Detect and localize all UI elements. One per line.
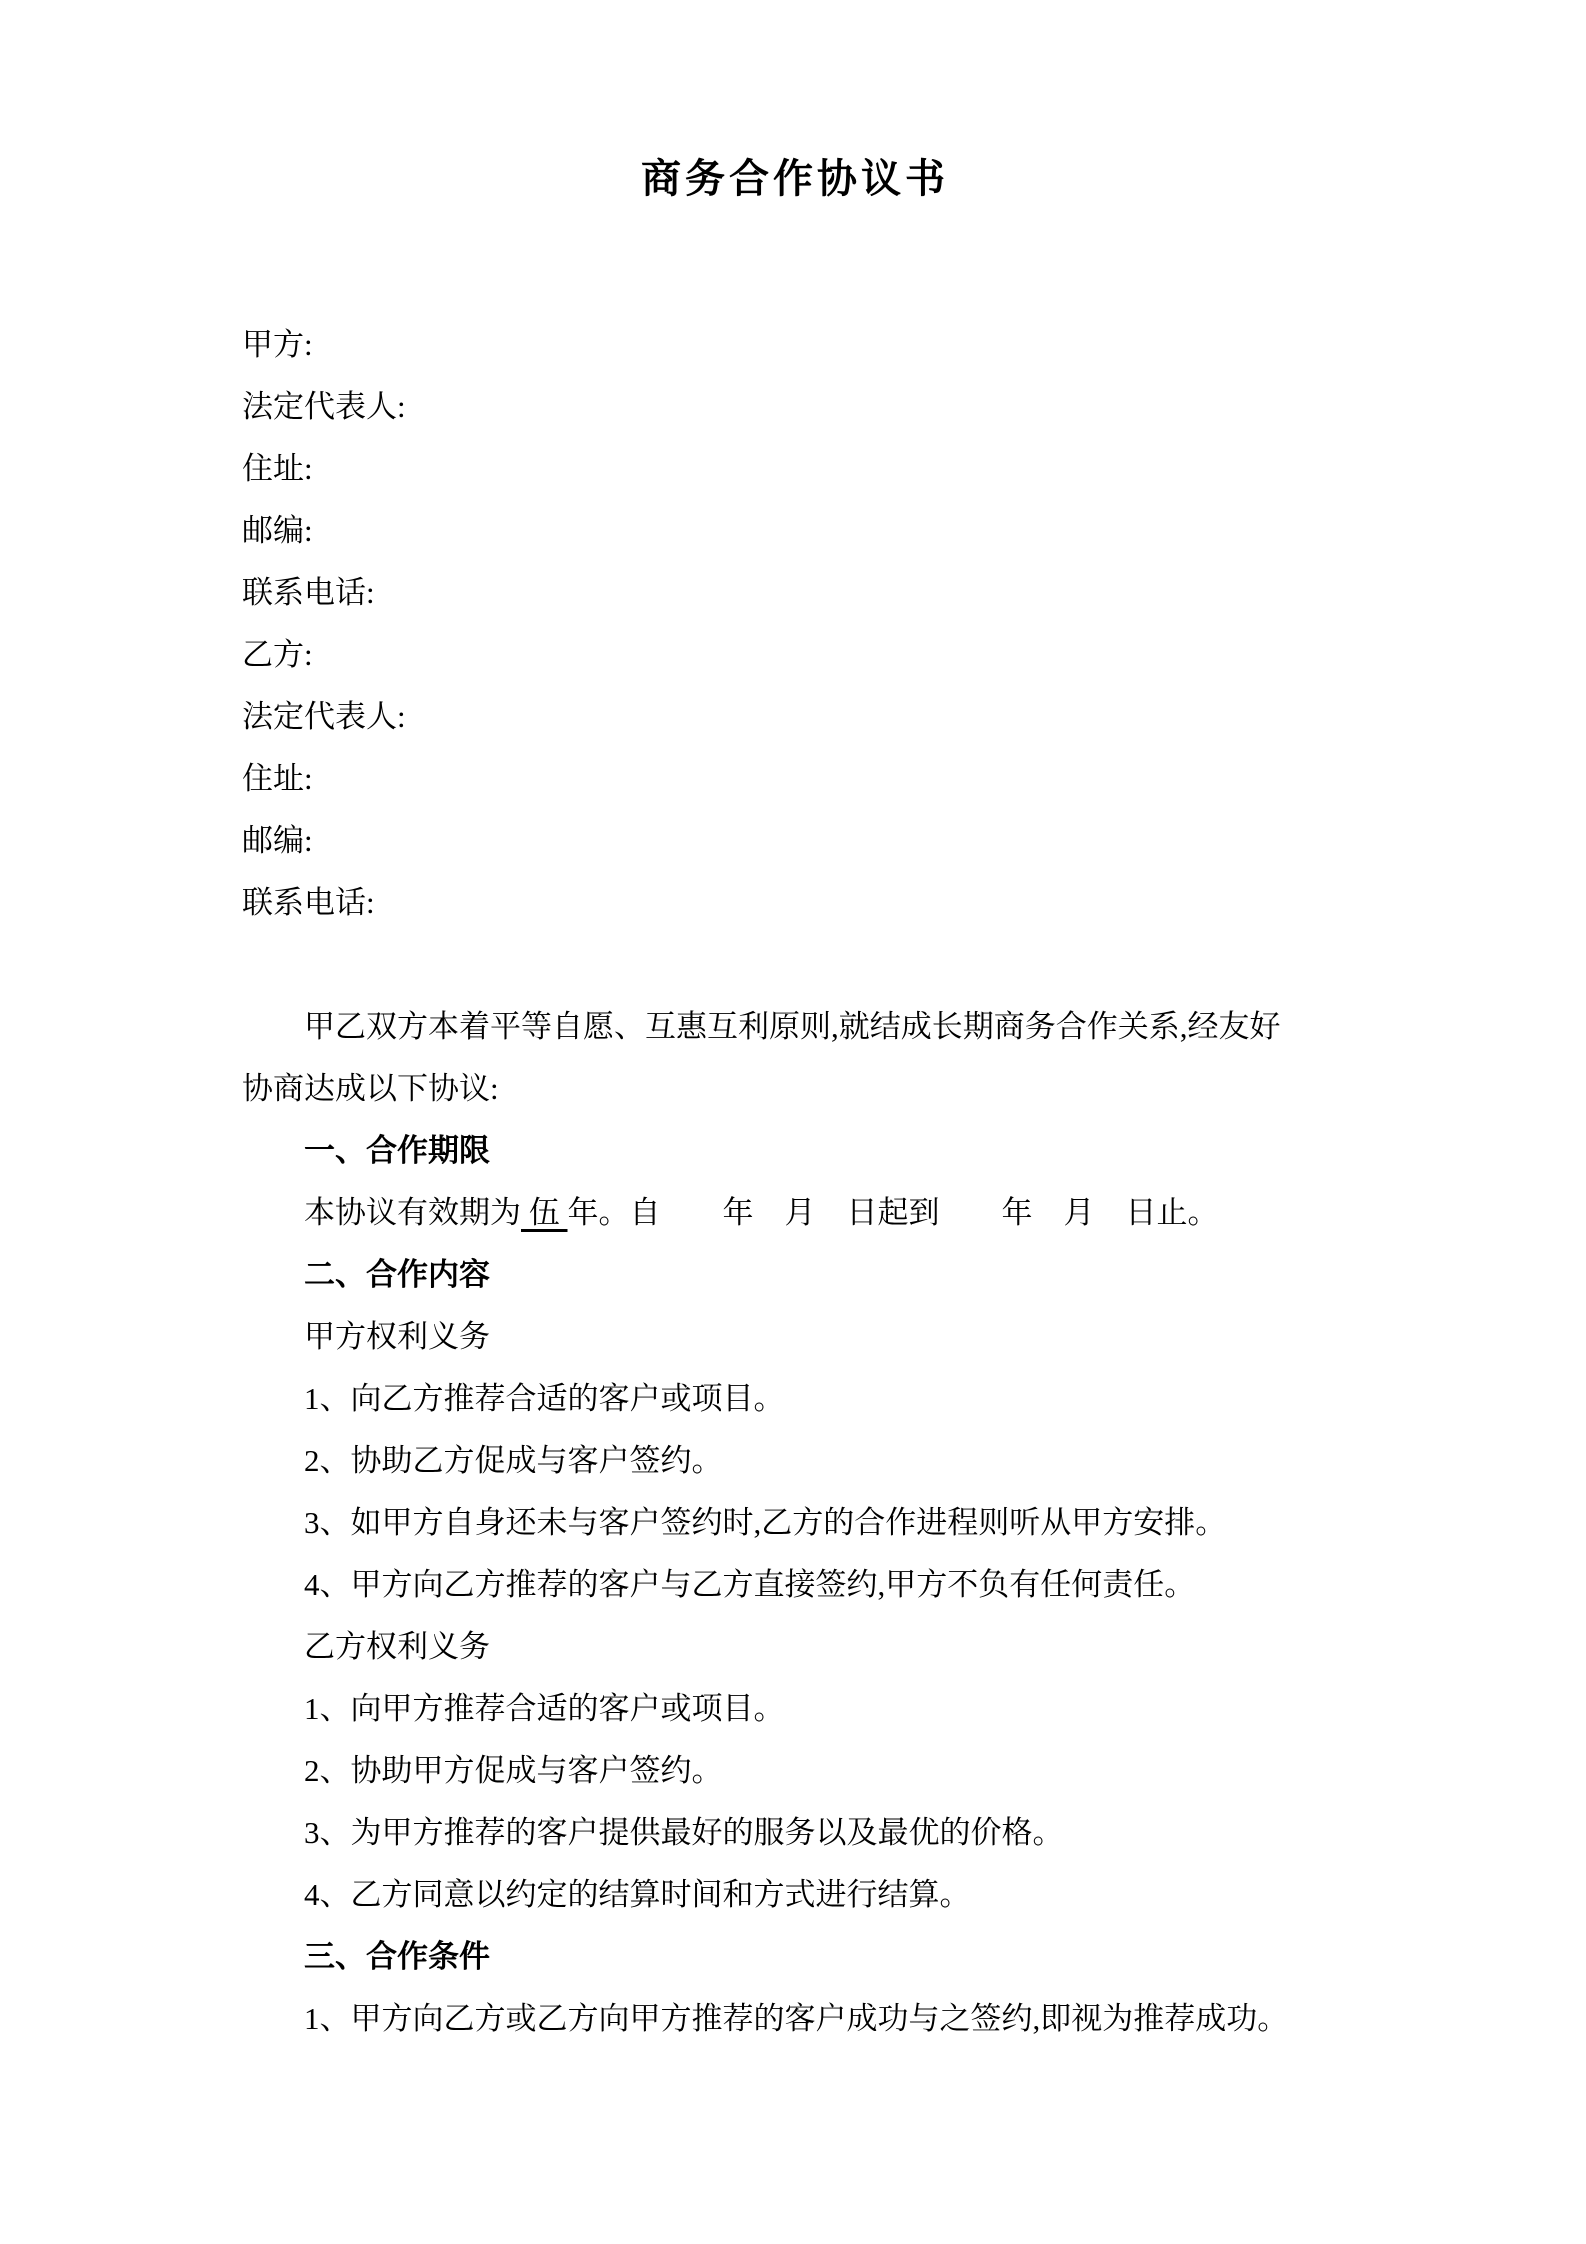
conditions-item-1: 1、甲方向乙方或乙方向甲方推荐的客户成功与之签约,即视为推荐成功。 [304,2001,1289,2036]
agreement-body [242,996,1348,2050]
party-b-obligations-subheading: 乙方权利义务 [304,1629,490,1664]
party-a-obligation-item-2: 2、协助乙方促成与客户签约。 [304,1443,723,1478]
document-title: 商务合作协议书 [641,156,949,201]
party-a-label: 甲方: [242,327,313,362]
party-b-obligation-item-2: 2、协助甲方促成与客户签约。 [304,1753,723,1788]
intro-paragraph-line-2: 协商达成以下协议: [242,1071,499,1106]
party-b-label: 乙方: [242,637,313,672]
party-a-obligation-item-1: 1、向乙方推荐合适的客户或项目。 [304,1381,785,1416]
intro-paragraph-line-1: 甲乙双方本着平等自愿、互惠互利原则,就结成长期商务合作关系,经友好 [304,1009,1281,1044]
party-b-postcode-label: 邮编: [242,823,313,858]
party-b-phone-label: 联系电话: [242,885,375,920]
party-b-obligation-item-4: 4、乙方同意以约定的结算时间和方式进行结算。 [304,1877,971,1912]
term-clause-suffix: 年。自 年 月 日起到 年 月 日止。 [567,1195,1219,1230]
section-heading-term: 一、合作期限 [304,1133,490,1168]
party-a-phone-label: 联系电话: [242,575,375,610]
party-a-postcode-label: 邮编: [242,513,313,548]
party-a-obligation-item-4: 4、甲方向乙方推荐的客户与乙方直接签约,甲方不负有任何责任。 [304,1567,1196,1602]
party-info-block [242,314,1348,934]
party-b-legal-representative-label: 法定代表人: [242,699,406,734]
party-b-obligation-item-1: 1、向甲方推荐合适的客户或项目。 [304,1691,785,1726]
party-b-obligation-item-3: 3、为甲方推荐的客户提供最好的服务以及最优的价格。 [304,1815,1064,1850]
party-a-obligation-item-3: 3、如甲方自身还未与客户签约时,乙方的合作进程则听从甲方安排。 [304,1505,1227,1540]
party-a-obligations-subheading: 甲方权利义务 [304,1319,490,1354]
party-a-address-label: 住址: [242,451,313,486]
section-heading-content: 二、合作内容 [304,1257,490,1292]
party-a-legal-representative-label: 法定代表人: [242,389,406,424]
party-b-address-label: 住址: [242,761,313,796]
term-clause-line [242,1182,1348,1244]
term-blank-value: 伍 [521,1195,568,1230]
term-clause-prefix: 本协议有效期为 [304,1195,521,1230]
section-heading-conditions: 三、合作条件 [304,1939,490,1974]
